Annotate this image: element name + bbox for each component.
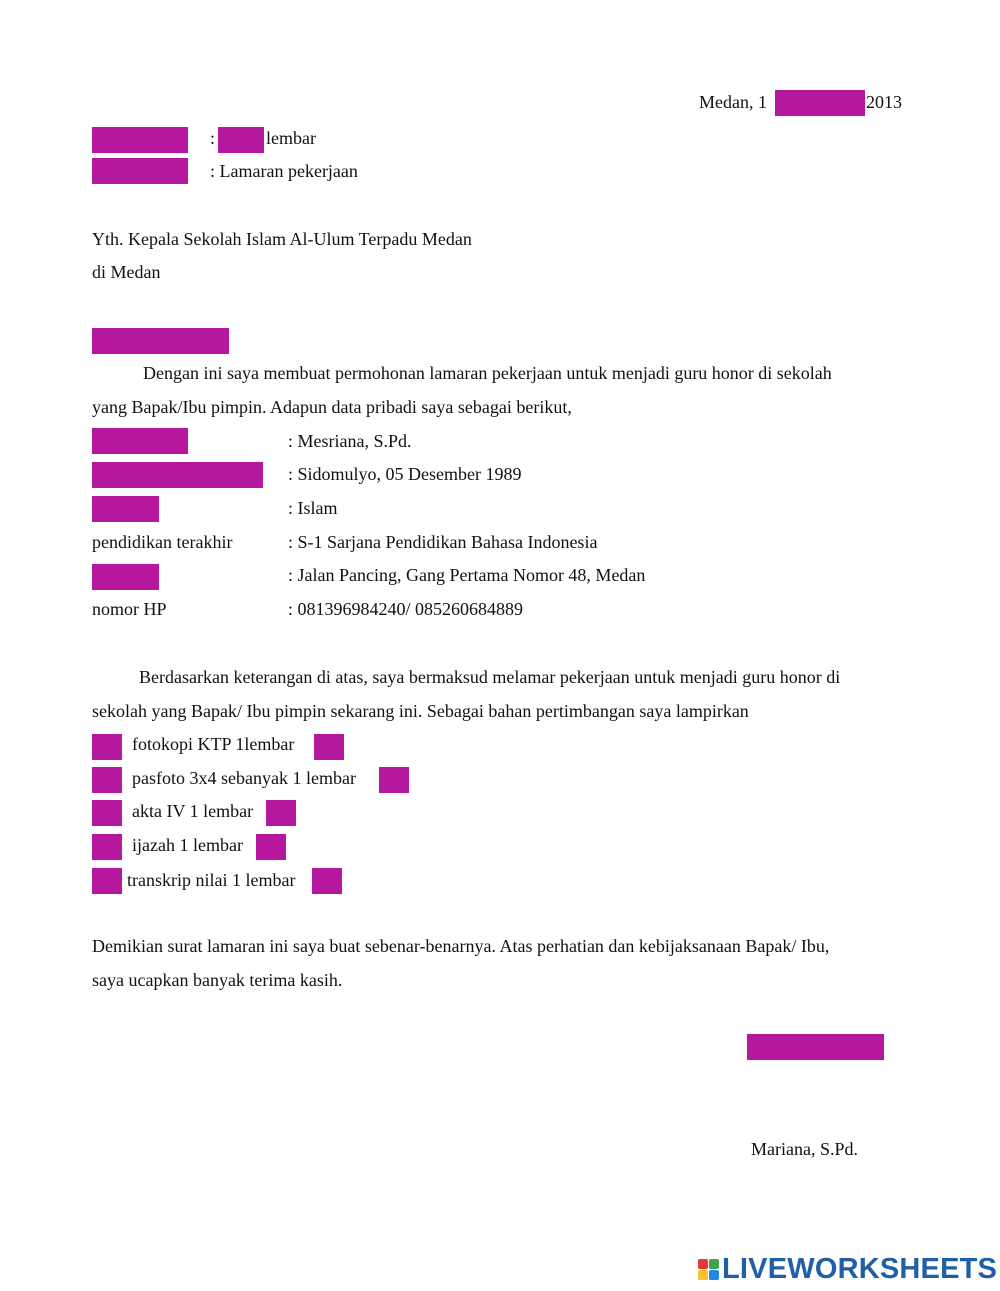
- blank-data-label-agama[interactable]: [92, 496, 159, 522]
- recipient-line-1: Yth. Kepala Sekolah Islam Al-Ulum Terpadu Medan: [92, 229, 472, 249]
- blank-data-label-nama[interactable]: [92, 428, 188, 454]
- recipient-line-2: di Medan: [92, 262, 161, 282]
- closing-line-2: saya ucapkan banyak terima kasih.: [92, 970, 343, 990]
- blank-attachment-bullet-4[interactable]: [92, 834, 122, 860]
- blank-attachment-bullet-5[interactable]: [92, 868, 122, 894]
- blank-attachment-bullet-3[interactable]: [92, 800, 122, 826]
- intro-line-1: Dengan ini saya membuat permohonan lamaran pekerjaan untuk menjadi guru honor di sekolah: [143, 363, 832, 383]
- data-value-pendidikan: : S-1 Sarjana Pendidikan Bahasa Indonesia: [288, 532, 598, 552]
- liveworksheets-logo: [698, 1253, 997, 1286]
- blank-attachment-bullet-1[interactable]: [92, 734, 122, 760]
- attachment-item-3: akta IV 1 lembar: [132, 801, 254, 821]
- blank-signature-greeting[interactable]: [747, 1034, 884, 1060]
- intro-line-2: yang Bapak/Ibu pimpin. Adapun data pribadi saya sebagai berikut,: [92, 397, 572, 417]
- data-value-hp: : 081396984240/ 085260684889: [288, 599, 524, 619]
- body-line-1: Berdasarkan keterangan di atas, saya bermaksud melamar pekerjaan untuk menjadi guru honor di: [139, 667, 841, 687]
- date-year: 2013: [866, 92, 902, 112]
- blank-date-month[interactable]: [775, 90, 865, 116]
- blank-salutation[interactable]: [92, 328, 229, 354]
- data-value-alamat: : Jalan Pancing, Gang Pertama Nomor 48, Medan: [288, 565, 646, 585]
- date-city: Medan, 1: [699, 92, 767, 112]
- lampiran-unit: lembar: [266, 128, 316, 148]
- signature-name: Mariana, S.Pd.: [751, 1139, 858, 1159]
- blank-attachment-end-5[interactable]: [312, 868, 342, 894]
- logo-icon: [698, 1259, 719, 1280]
- blank-attachment-end-2[interactable]: [379, 767, 409, 793]
- blank-lampiran-count[interactable]: [218, 127, 264, 153]
- blank-data-label-ttl[interactable]: [92, 462, 263, 488]
- body-line-2: sekolah yang Bapak/ Ibu pimpin sekarang ini. Sebagai bahan pertimbangan saya lampirkan: [92, 701, 749, 721]
- data-label-pendidikan: pendidikan terakhir: [92, 532, 233, 552]
- attachment-item-1: fotokopi KTP 1lembar: [132, 734, 295, 754]
- data-value-ttl: : Sidomulyo, 05 Desember 1989: [288, 464, 522, 484]
- attachment-item-2: pasfoto 3x4 sebanyak 1 lembar: [132, 768, 356, 788]
- attachment-item-4: ijazah 1 lembar: [132, 835, 243, 855]
- blank-data-label-alamat[interactable]: [92, 564, 159, 590]
- blank-hal-label[interactable]: [92, 158, 188, 184]
- attachment-item-5: transkrip nilai 1 lembar: [127, 870, 296, 890]
- data-value-agama: : Islam: [288, 498, 338, 518]
- blank-lampiran-label[interactable]: [92, 127, 188, 153]
- closing-line-1: Demikian surat lamaran ini saya buat sebenar-benarnya. Atas perhatian dan kebijaksanaan Bapak/ Ibu,: [92, 936, 830, 956]
- logo-text: LIVEWORKSHEETS: [722, 1253, 998, 1285]
- lampiran-colon: :: [210, 128, 216, 148]
- blank-attachment-end-3[interactable]: [266, 800, 296, 826]
- blank-attachment-bullet-2[interactable]: [92, 767, 122, 793]
- hal-value: : Lamaran pekerjaan: [210, 161, 358, 181]
- blank-attachment-end-1[interactable]: [314, 734, 344, 760]
- data-label-hp: nomor HP: [92, 599, 167, 619]
- blank-attachment-end-4[interactable]: [256, 834, 286, 860]
- data-value-nama: : Mesriana, S.Pd.: [288, 431, 412, 451]
